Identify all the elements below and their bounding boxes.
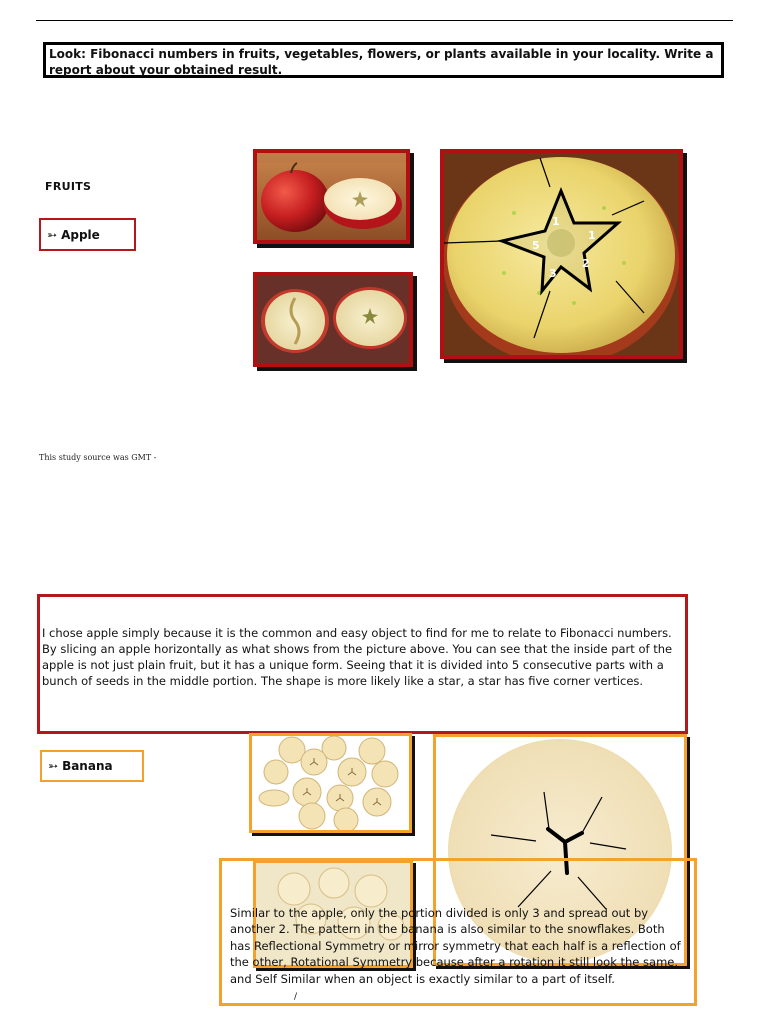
top-rule	[36, 20, 733, 21]
banana-explanation-text: Similar to the apple, only the portion divided is only 3 and spread out by another 2. The pattern in the banana is also similar to the snowflakes. Both has Reflectional Symmetry or mirror symmetry that each half is a reflection of the other, Rotational Symmetry because after a rotation it still look the same, and Self Similar when an object is exactly similar to a part of itself.	[230, 906, 681, 986]
task-instruction-text: Look: Fibonacci numbers in fruits, vegetables, flowers, or plants available in your locality. Write a report about your obtained result.	[49, 47, 714, 77]
arrow-bullet-icon: ➳	[48, 759, 59, 773]
banana-explanation-box	[219, 858, 697, 1006]
section-heading: FRUITS	[45, 180, 92, 193]
page-mark: /	[294, 992, 298, 1002]
diagram-label-3: 3	[549, 267, 557, 280]
diagram-label-1a: 1	[552, 215, 560, 228]
apple-photo-two-halves	[253, 272, 413, 367]
apple-cross-section-diagram	[440, 149, 683, 359]
apple-explanation-text: I chose apple simply because it is the common and easy object to find for me to relate to Fibonacci numbers. By slicing an apple horizontally as what shows from the picture above. You can see that the inside part of the apple is not just plain fruit, but it has a unique form. Seeing that it is divided into 5 consecutive parts with a bunch of seeds in the middle portion. The shape is more likely like a star, a star has five corner vertices.	[42, 626, 673, 688]
apple-photo-whole-and-half	[253, 149, 410, 244]
apple-label-box	[39, 218, 136, 251]
banana-label: Banana	[62, 759, 113, 773]
task-instruction-box	[43, 42, 724, 78]
diagram-label-5: 5	[532, 239, 540, 252]
banana-label-box	[40, 750, 144, 782]
apple-explanation-box	[37, 594, 688, 734]
diagram-label-1b: 1	[588, 229, 596, 242]
apple-photo-whole-and-half-image	[257, 153, 406, 240]
banana-slices-photo	[249, 733, 412, 833]
diagram-label-2: 2	[582, 257, 590, 270]
apple-star-diagram	[444, 153, 679, 355]
apple-photo-two-halves-image	[257, 276, 409, 363]
apple-label: Apple	[61, 227, 100, 242]
arrow-bullet-icon: ➳	[47, 227, 58, 242]
source-footnote: This study source was GMT -	[39, 453, 157, 462]
banana-slices-image	[252, 736, 409, 830]
